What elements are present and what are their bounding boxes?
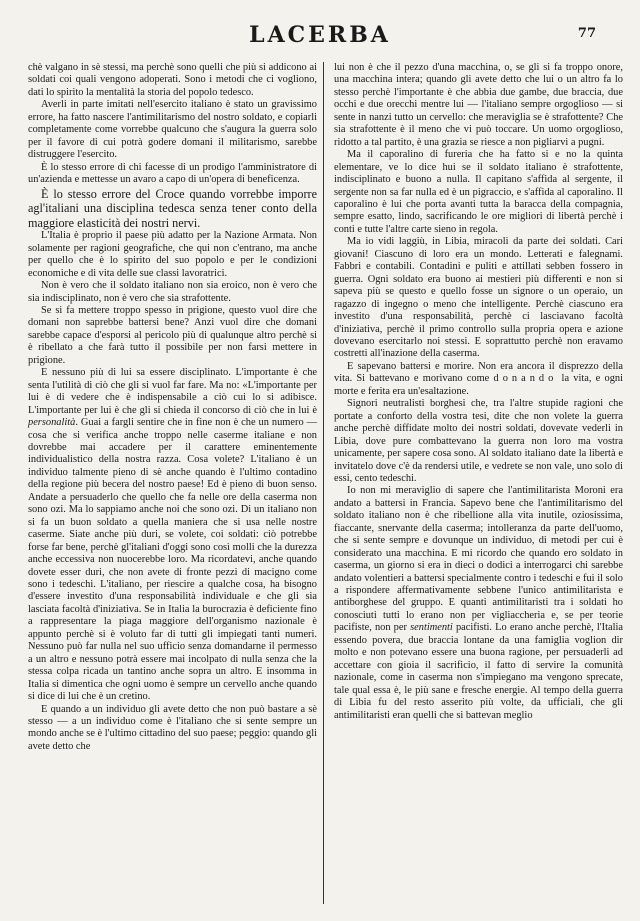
paragraph: Non è vero che il soldato italiano non sia eroico, non è vero che sia indisciplinato, non è vero che sia strafottente. bbox=[28, 280, 317, 304]
journal-title: LACERBA bbox=[249, 22, 391, 48]
paragraph bbox=[334, 361, 623, 398]
text-run: la vita, e ogni morte e ferita era un'esaltazione. bbox=[334, 373, 623, 397]
paragraph: E quando a un individuo gli avete detto che non può bastare a sè stesso — a un individuo come è l'italiano che si sente sempre un mondo anche se è l'ultimo cittadino del suo paese; peggio: quando gli avete detto che bbox=[28, 703, 317, 752]
paragraph: Ma il caporalino di fureria che ha fatto si e no la quinta elementare, ve lo dice hui se il soldato italiano è strafottente, indisciplinato e buono a nulla. Il capitano s'affida al sergente, il sergente non sa far nulla ed è un pigraccio, e s'affida al caporalino. Il caporalino è lui che porta avanti tutta la baracca della compagnia, sempre esatto, lindo, sacrificando le ore migliori di libertà perchè i conti e tutte l'altre carte sieno in regola. bbox=[334, 149, 623, 235]
text-run: . Guai a fargli sentire che in fine non è che un numero — cosa che si verifica anche troppo nelle caserme italiane e non dovrebbe mai accadere per il carattere eminentemente individualistico della nostra razza. Cosa volete? L'italiano è un individuo talmente pieno di sè anche quando è l'ultimo contadino della regione più becera del nostro paese! Ed è pieno di buon senso. Andate a persuaderlo che quello che fa nelle ore della caserma non sono ozi. Ma lo sappiamo anche noi che sono ozi. Di un italiano non si fa un buon soldato a quella maniera che si usa nelle nostre caserme. Siate anche più duri, se volete, coi soldati: ciò potrebbe forse far bene, perchè gl'italiani d'oggi sono così molli che la durezza anche eccessiva non nuocerebbe loro. Ma ricordatevi, anche quando dovete esser duri, che non avete di fronte pezzi di macigno come sono i tedeschi. L'italiano, per riescire a qualche cosa, ha bisogno d'essere investito d'una responsabilità individuale e che gli sia lasciata facoltà d'iniziativa. Se in Italia la burocrazia è deficiente fino a rappresentare la piaga maggiore dell'organismo nazionale è appunto perchè si è voluto far di tutti gli impiegati tanti numeri. Nessuno può far nulla nel suo ufficio senza domandarne il permesso a un altro e nessuno potrà essere mai incolpato di nulla senza che la stessa colpa ricada un tantino anche sopra un altro. E insomma in Italia si dimentica che ogni uomo è sempre un cervello anche quando si dice di lui che è un cretino. bbox=[28, 417, 317, 703]
paragraph: chè valgano in sè stessi, ma perchè sono quelli che più si addicono ai soldati coi quali vengono adoperati. Sono i metodi che ci vogliono, dati lo spirito la mentalità la storia del popolo tedesco. bbox=[28, 62, 317, 98]
paragraph: Ma io vidi laggiù, in Libia, miracoli da parte dei soldati. Cari giovani! Ciascuno di loro era un mondo. Letterati e falegnami. Fabbri e contabili. Contadini e puliti e attillati sebben fossero in guerra. Ogni soldato era buono ai mestieri più differenti e non si sapeva più se questo e quello fosse un signore o un operaio, un ragazzo di ingegno o meno che intelligente. Perchè ciascuno era investito d'una responsabilità, perchè ci lasciavano facoltà d'iniziativa, perchè il primo controllo sulla propria opera e azione dovevano esercitarlo noi stessi. E soprattutto perchè non eravamo costretti all'inazione della caserma. bbox=[334, 236, 623, 360]
right-column bbox=[334, 62, 623, 722]
paragraph: Averli in parte imitati nell'esercito italiano è stato un gravissimo errore, ha fatto nascere l'antimilitarismo del nostro soldato, e copiarli completamente come vorrebbe qualcuno che s'augura la guerra solo per il favore di cui potrà godere domani il militarismo, sarebbe distruggere l'esercito. bbox=[28, 99, 317, 161]
text-run: pacifisti. Lo erano anche perchè, l'Italia essendo povera, due braccia lontane da una famiglia voglion dir molto e non potevano essere una buona ragione, per persuaderli ad accettare con gioia il sacrificio, il fatto di servire la comunità nazionale, come in caserma non s'impiegano ma vengono sprecate, tale qual essa è, le più sane e fresche energie. Al tempo della guerra di Libia fu del resto asserito più volte, da ufficiali, che gli antimilitaristi eran quelli che si battevan meglio bbox=[334, 622, 623, 721]
paragraph bbox=[28, 367, 317, 703]
paragraph: lui non è che il pezzo d'una macchina, o, se gli si fa troppo onore, una macchina intera; quando gli avete detto che lui o un altro fa lo stesso perchè l'importante è che abbia due gambe, due braccia, due occhi e due orecchi mentre lui — l'italiano sempre orgoglioso — si sente in nanzi tutto un cervello: che meraviglia se è strafottente? Che sia strafottente è il meno che vi può toccare. Un uomo orgoglioso, ridotto a tal partito, è una grazia se riesce a non pigliarvi a pugni. bbox=[334, 62, 623, 148]
italic-term: sentimenti bbox=[410, 622, 453, 634]
text-run: Io non mi meraviglio di sapere che l'antimilitarista Moroni era andato a battersi in Francia. Sapevo bene che l'antimilitarismo del soldato italiano non è che ribellione alla vita inutile, oziosissima, fiaccante, snervante della caserma; intolleranza da parte dell'uomo, che si sente sempre e dovunque un individuo, di metodi per cui è considerato una macchina. E mi ricordo che quando ero soldato in caserma, un giorno si era in dieci o dodici a interrogarci chi sarebbe andato volentieri a battersi specialmente contro i tedeschi e fui il solo a rispondere affermativamente sebbene l'unico antimilitarista e antiborghese del gruppo. E quanti antimilitaristi tra i soldati ho conosciuti tutti lo erano non per vigliaccheria e, se per teorie pacifiste, non per bbox=[334, 485, 623, 634]
paragraph: Se si fa mettere troppo spesso in prigione, questo vuol dire che domani non saprebbe battersi bene? Anzi vuol dire che domani sarebbe capace d'esporsi al pericolo più di qualunque altro perchè si è ribellato a che farà tutto il possibile per non farsi mettere in prigione. bbox=[28, 305, 317, 366]
paragraph: Signori neutralisti borghesi che, tra l'altre stupide ragioni che portate a conforto della vostra tesi, dite che non volete la guerra anche perchè diffidate molto dei nostri soldati, dovevate vederli in Libia, dove pure combattevano la guerra non loro ma vostra unicamente, per sapere cosa sono. Al soldato italiano date la libertà e invitatelo dove c'è da rendersi utile, e vedrete se non vale, uno solo di essi, cento tedeschi. bbox=[334, 398, 623, 484]
text-run: E nessuno più di lui sa essere disciplinato. L'importante è che senta l'utilità di ciò che gli si vuol far fare. Ma no: «L'importante per lui è di vedere che è indispensabile a ciò cui lo si adibisce. L'importante per lui è che gli si chieda il concorso di ciò che in lui è bbox=[28, 367, 317, 416]
masthead bbox=[0, 22, 640, 52]
paragraph: L'Italia è proprio il paese più adatto per la Nazione Armata. Non solamente per ragioni geografiche, che qui non c'entrano, ma anche per quello che è lo spirito del suo popolo e per le condizioni economiche e di vita delle sue classi lavoratrici. bbox=[28, 230, 317, 279]
paragraph bbox=[334, 485, 623, 722]
left-column bbox=[28, 62, 317, 753]
paragraph: È lo stesso errore di chi facesse di un prodigo l'amministratore di un'azienda e mettesse un avaro a capo di un'opera di beneficenza. bbox=[28, 161, 317, 186]
paragraph-emphasis: È lo stesso errore del Croce quando vorrebbe imporre agl'italiani una disciplina tedesca senza tener conto della maggiore elasticità dei nostri nervi. bbox=[28, 186, 317, 230]
italic-term: personalità bbox=[28, 417, 76, 429]
page-number: 77 bbox=[577, 26, 596, 41]
spaced-word: donando bbox=[493, 373, 558, 385]
column-divider bbox=[323, 62, 324, 904]
text-run: E sapevano battersi e morire. Non era ancora il disprezzo della vita. Si battevano e morivano come bbox=[334, 360, 623, 385]
